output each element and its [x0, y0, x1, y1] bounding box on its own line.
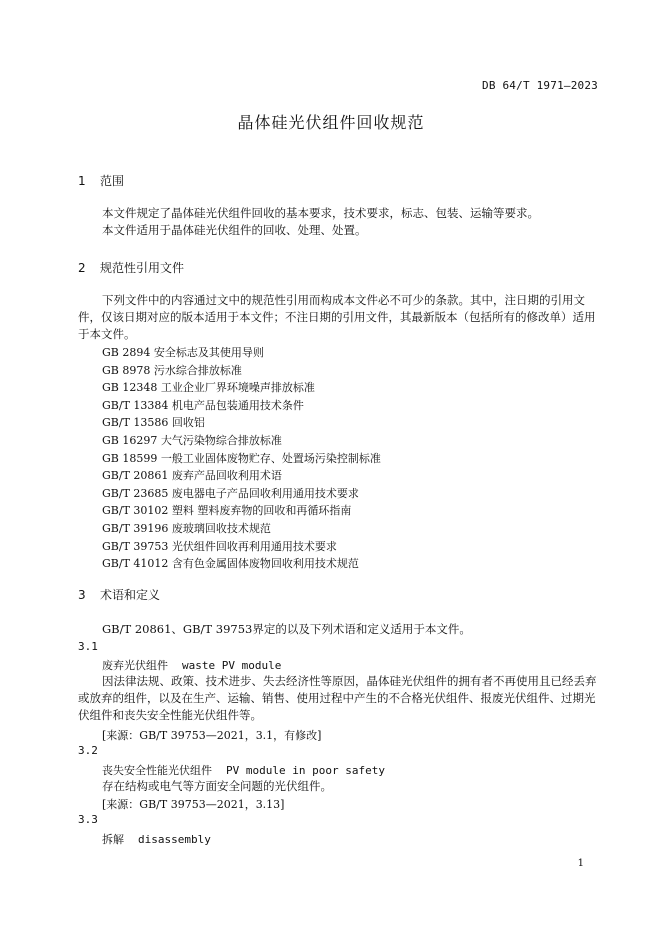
section-3-heading: [78, 586, 160, 603]
term-heading: [102, 657, 281, 673]
paragraph: 本文件适用于晶体硅光伏组件的回收、处理、处置。: [102, 223, 367, 237]
paragraph: 下列文件中的内容通过文中的规范性引用而构成本文件必不可少的条款。其中，注日期的引用文件，仅该日期对应的版本适用于本文件；不注日期的引用文件，其最新版本（包括所有的修改单）适用于本文件。: [78, 293, 596, 341]
reference-list: [102, 344, 381, 573]
section-number: 2: [78, 261, 86, 275]
list-item: GB/T 23685 废电器电子产品回收利用通用技术要求: [102, 486, 359, 500]
list-item: GB/T 13384 机电产品包装通用技术条件: [102, 398, 304, 412]
section-1-heading: [78, 172, 124, 189]
paragraph: 本文件规定了晶体硅光伏组件回收的基本要求，技术要求，标志、包装、运输等要求。: [102, 206, 539, 220]
document-title: 晶体硅光伏组件回收规范: [237, 113, 425, 132]
section-number: 3: [78, 588, 86, 602]
list-item: GB 16297 大气污染物综合排放标准: [102, 433, 282, 447]
term-number: 3.1: [78, 640, 98, 653]
term-chinese: 丧失安全性能光伏组件: [102, 764, 212, 777]
term-english: PV module in poor safety: [226, 764, 385, 777]
term-number: 3.2: [78, 744, 98, 757]
list-item: GB/T 13586 回收铝: [102, 416, 205, 430]
page-number: 1: [577, 858, 584, 869]
list-item: GB 8978 污水综合排放标准: [102, 363, 242, 377]
list-item: GB 18599 一般工业固体废物贮存、处置场污染控制标准: [102, 451, 381, 465]
section-title: 术语和定义: [100, 588, 161, 602]
section-title: 规范性引用文件: [100, 261, 185, 275]
list-item: GB/T 41012 含有色金属固体废物回收利用技术规范: [102, 557, 359, 571]
term-definition: 因法律法规、政策、技术进步、失去经济性等原因，晶体硅光伏组件的拥有者不再使用且已经丢弃或放弃的组件，以及在生产、运输、销售、使用过程中产生的不合格光伏组件、报废光伏组件、过期光伏组件和丧失安全性能光伏组件等。: [78, 674, 597, 722]
term-english: disassembly: [138, 833, 211, 846]
term-english: waste PV module: [182, 659, 282, 672]
term-number: 3.3: [78, 813, 98, 826]
term-chinese: 拆解: [102, 833, 124, 846]
term-definition: 存在结构或电气等方面安全问题的光伏组件。: [102, 779, 332, 793]
term-source: [来源：GB/T 39753—2021，3.1，有修改]: [102, 729, 322, 742]
list-item: GB/T 39196 废玻璃回收技术规范: [102, 521, 271, 535]
list-item: GB 12348 工业企业厂界环境噪声排放标准: [102, 381, 315, 395]
list-item: GB/T 20861 废弃产品回收利用术语: [102, 469, 282, 483]
section-2-heading: [78, 259, 184, 276]
term-heading: [102, 831, 211, 847]
paragraph: GB/T 20861、GB/T 39753界定的以及下列术语和定义适用于本文件。: [102, 622, 471, 636]
list-item: GB/T 30102 塑料 塑料废弃物的回收和再循环指南: [102, 504, 352, 518]
term-heading: [102, 762, 385, 778]
section-number: 1: [78, 174, 86, 188]
section-title: 范围: [100, 174, 125, 188]
list-item: GB 2894 安全标志及其使用导则: [102, 346, 264, 359]
list-item: GB/T 39753 光伏组件回收再利用通用技术要求: [102, 539, 337, 553]
term-chinese: 废弃光伏组件: [102, 659, 168, 672]
term-source: [来源：GB/T 39753—2021，3.13]: [102, 798, 285, 811]
standard-code: DB 64/T 1971—2023: [482, 79, 598, 92]
